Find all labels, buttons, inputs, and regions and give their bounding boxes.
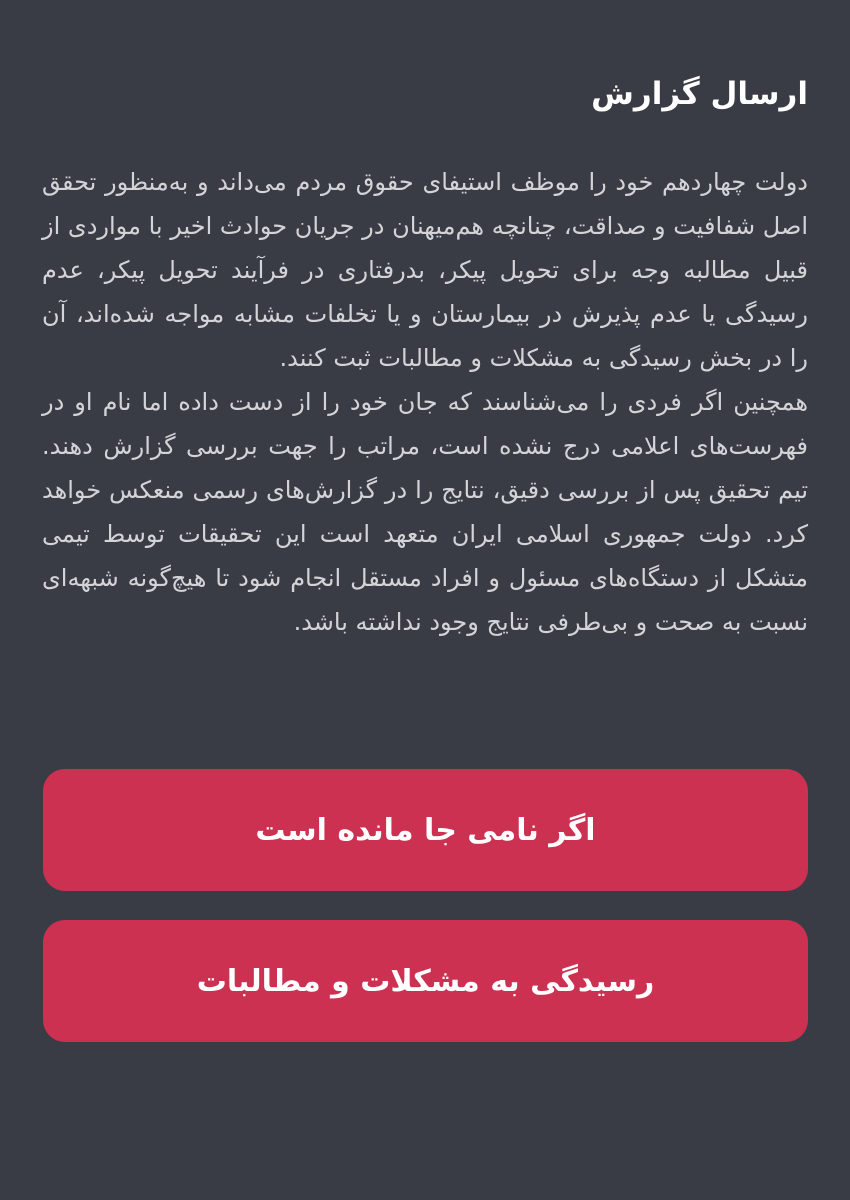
page-title: ارسال گزارش <box>591 76 808 112</box>
missing-name-button[interactable]: اگر نامی جا مانده است <box>43 769 808 891</box>
report-description <box>42 160 808 644</box>
description-paragraph-2: همچنین اگر فردی را می‌شناسند که جان خود را از دست داده اما نام او در فهرست‌های اعلامی درج نشده است، مراتب را جهت بررسی گزارش دهند. تیم تحقیق پس از بررسی دقیق، نتایج را در گزارش‌های رسمی منعکس خواهد کرد. دولت جمهوری اسلامی ایران متعهد است این تحقیقات توسط تیمی متشکل از دستگاه‌های مسئول و افراد مستقل انجام شود تا هیچ‌گونه شبهه‌ای نسبت به صحت و بی‌طرفی نتایج وجود نداشته باشد. <box>42 388 808 636</box>
description-paragraph-1: دولت چهاردهم خود را موظف استیفای حقوق مردم می‌داند و به‌منظور تحقق اصل شفافیت و صداقت، چنانچه هم‌میهنان در جریان حوادث اخیر با مواردی از قبیل مطالبه وجه برای تحویل پیکر، بدرفتاری در فرآیند تحویل پیکر، عدم رسیدگی یا عدم پذیرش در بیمارستان و یا تخلفات مشابه مواجه شده‌اند، آن را در بخش رسیدگی به مشکلات و مطالبات ثبت کنند. <box>42 168 808 372</box>
issues-and-demands-button[interactable]: رسیدگی به مشکلات و مطالبات <box>43 920 808 1042</box>
